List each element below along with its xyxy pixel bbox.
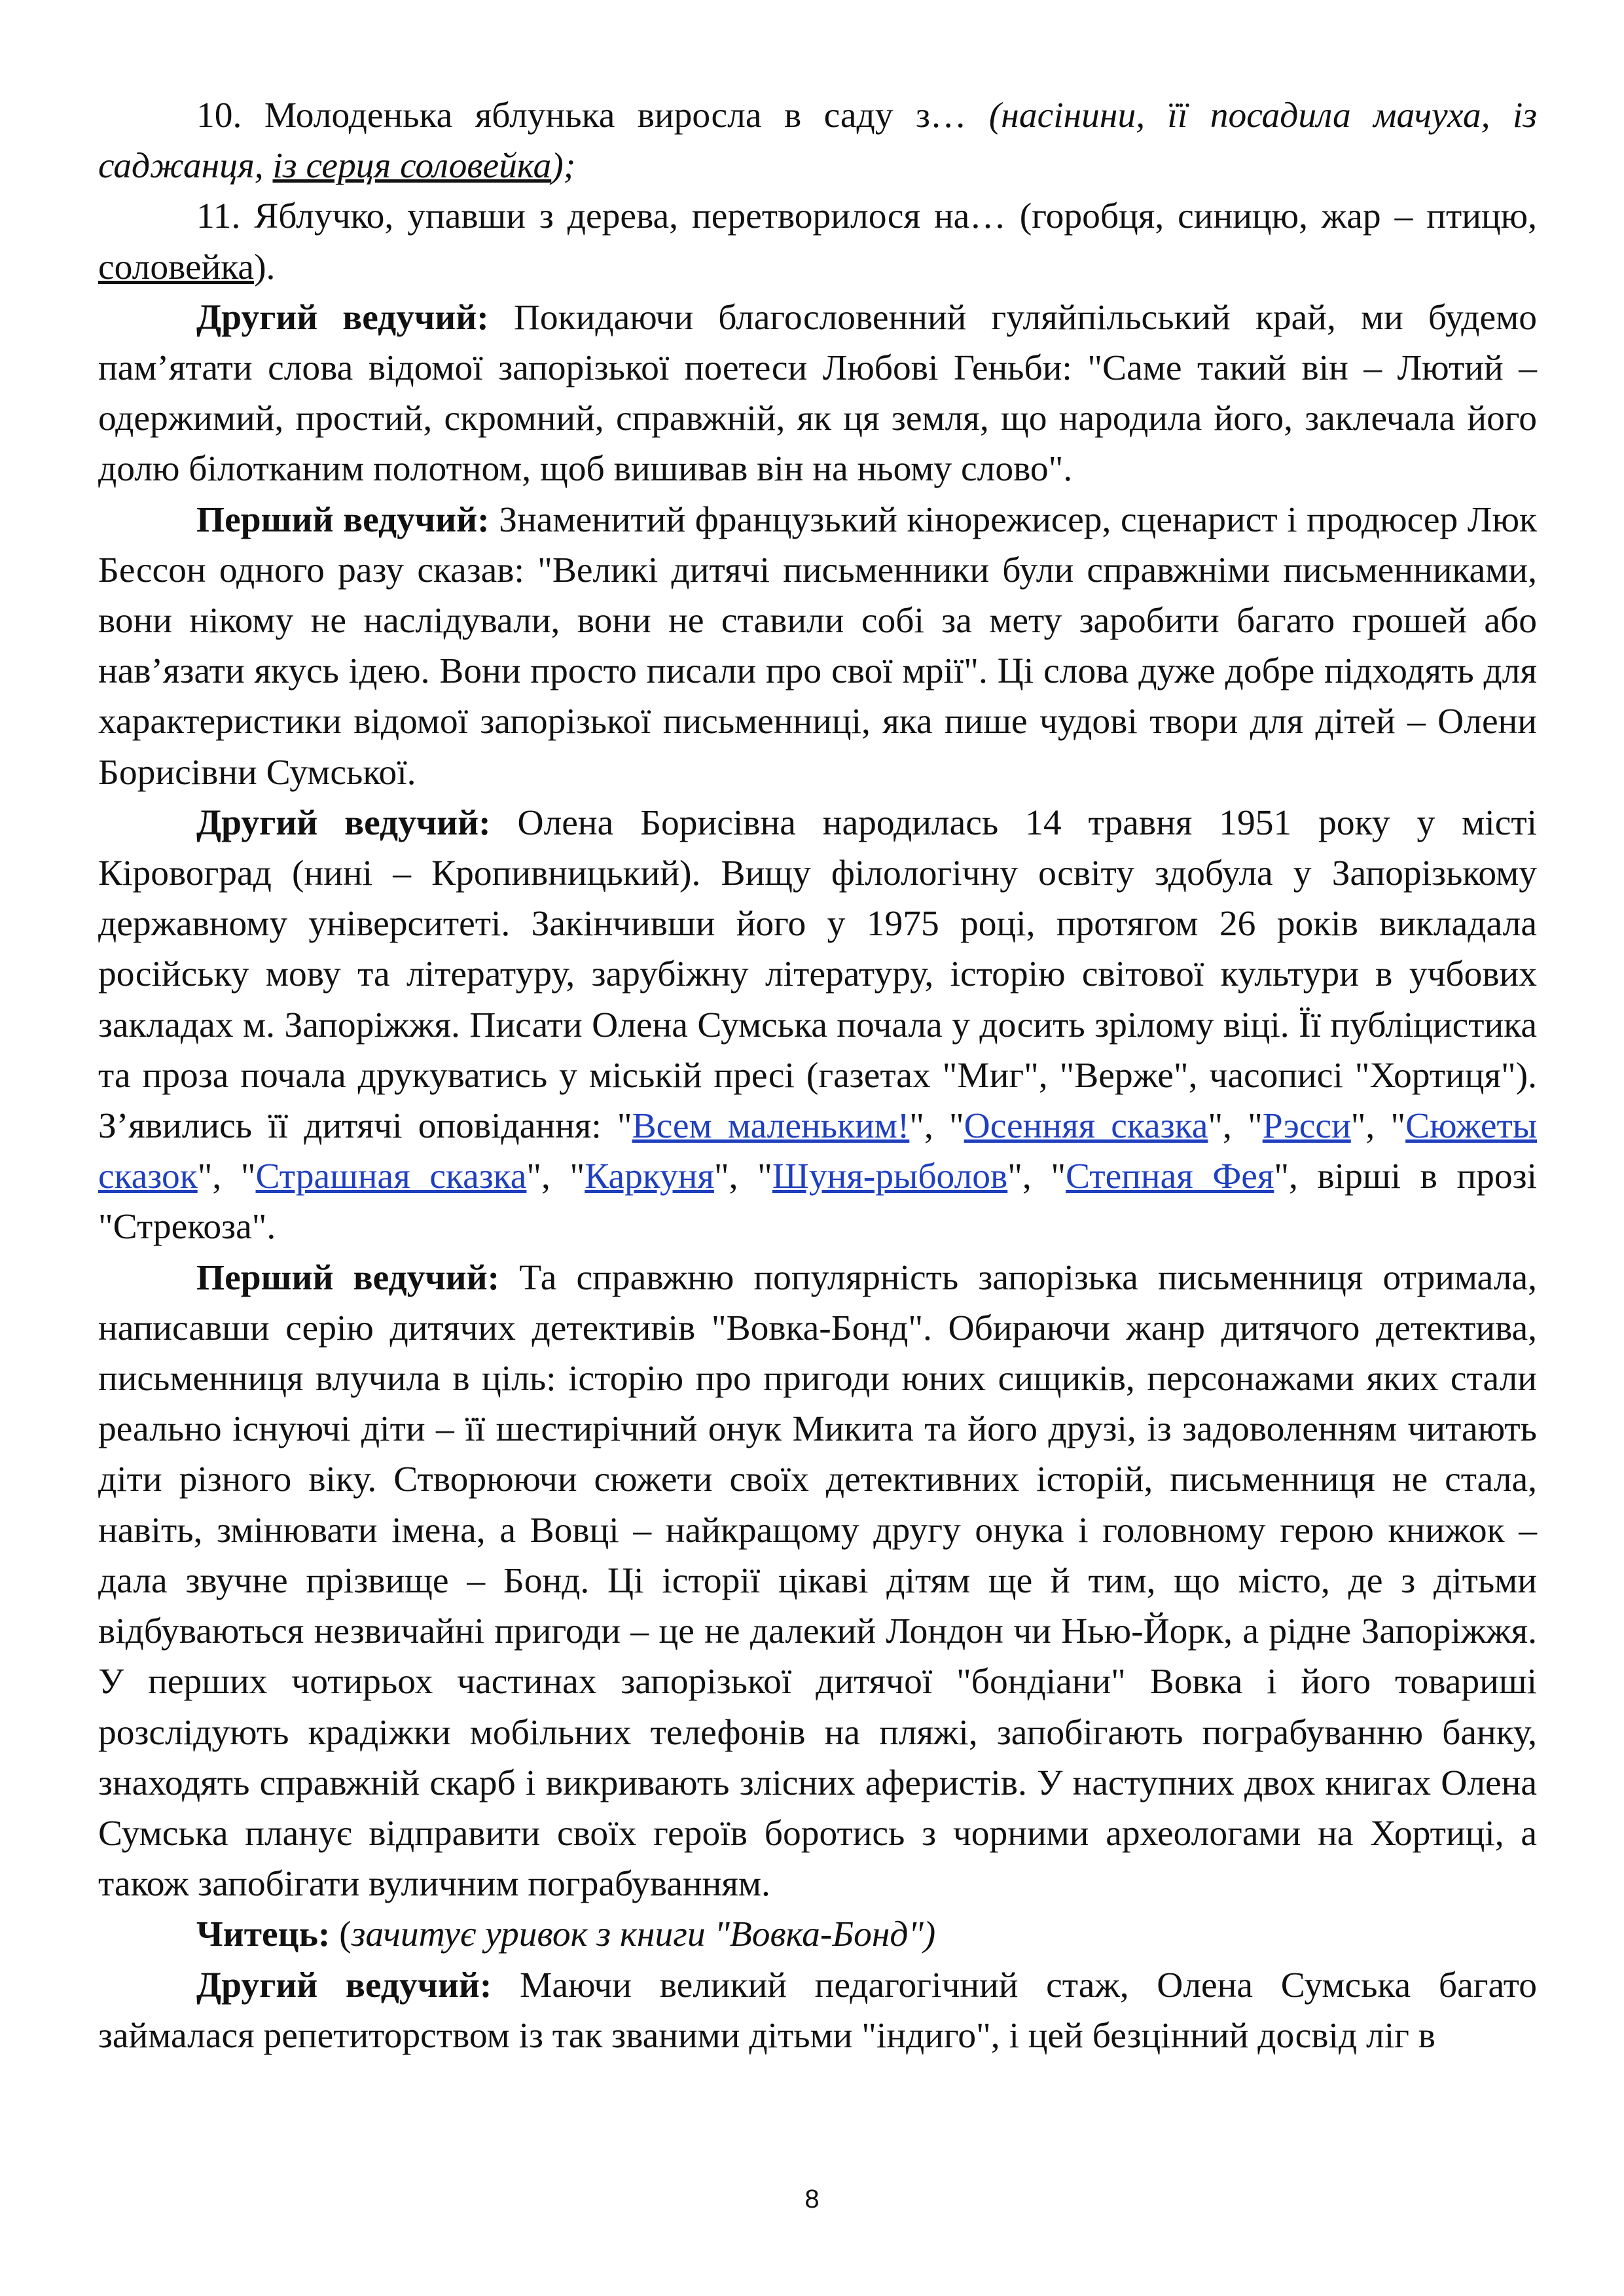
paragraph-first-host-2 [98,1253,1537,1910]
paragraph-text: Маючи великий педагогічний стаж, Олена Сумська багато займалася репетиторством із так званими дітьми "індиго", і цей безцінний досвід ліг в [98,1965,1537,2056]
page-number: 8 [804,2185,820,2214]
story-link-stepnaya-feya[interactable]: Степная Фея [1066,1157,1274,1197]
quiz-question: 11. Яблучко, упавши з дерева, перетворилося на… (горобця, синицю, жар – птицю, [196,196,1537,237]
quiz-correct-answer: соловейка [98,247,255,287]
paragraph-text: Знаменитий французький кінорежисер, сценарист і продюсер Люк Бессон одного разу сказав: "Великі дитячі письменники були справжніми письменниками, вони нікому не наслідували, вони не ставили собі за мету заробити багато грошей або нав’язати якусь ідею. Вони просто писали про свої мрії". Ці слова дуже добре підходять для характеристики відомої запорізької письменниці, яка пише чудові твори для дітей – Олени Борисівни Сумської. [98,499,1538,793]
story-link-karkunya[interactable]: Каркуня [585,1157,715,1197]
speaker-label: Перший ведучий: [196,499,490,540]
story-link-syuzhety-skazok[interactable]: Сюжеты сказок [98,1106,1538,1197]
paragraph-second-host-2 [98,798,1537,1253]
quiz-item-11 [98,191,1537,292]
link-separator: ", " [714,1157,772,1197]
link-separator: ", " [197,1157,256,1197]
link-separator: ", " [1007,1157,1066,1197]
speaker-label: Другий ведучий: [196,1965,492,2005]
speaker-label: Читець: [196,1914,331,1955]
paragraph-second-host-3 [98,1960,1537,2061]
link-separator: ", " [1208,1106,1263,1147]
speaker-label: Другий ведучий: [196,297,489,338]
quiz-options: (насінини, її посадила мачуха, із саджанця, [98,96,1537,187]
stage-direction-open: ( [330,1914,352,1955]
paragraph-first-host-1 [98,495,1537,798]
link-separator: ", " [909,1106,964,1147]
paragraph-text: Та справжню популярність запорізька письменниця отримала, написавши серію дитячих детективів "Вовка-Бонд". Обираючи жанр дитячого детектива, письменниця влучила в ціль: історію про пригоди юних сищиків, персонажами яких стали реально існуючі діти – її шестирічний онук Микита та його друзі, із задоволенням читають діти різного віку. Створюючи сюжети своїх детективних історій, письменниця не стала, навіть, змінювати імена, а Вовці – найкращому другу онука і головному герою книжок – дала звучне прізвище – Бонд. Ці історії цікаві дітям ще й тим, що місто, де з дітьми відбуваються незвичайні пригоди – це не далекий Лондон чи Нью-Йорк, а рідне Запоріжжя. У перших чотирьох частинах запорізької дитячої "бондіани" Вовка і його товариші розслідують крадіжки мобільних телефонів на пляжі, запобігають пограбуванню банку, знаходять справжній скарб і викривають злісних аферистів. У наступних двох книгах Олена Сумська планує відправити своїх героїв боротись з чорними археологами на Хортиці, а також запобігати вуличним пограбуванням. [98,1257,1537,1905]
quiz-item-10 [98,90,1537,191]
quiz-options-end: ). [254,247,276,287]
paragraph-tail: ", вірші в прозі "Стрекоза". [98,1157,1538,1247]
story-link-osennyaya-skazka[interactable]: Осенняя сказка [964,1106,1208,1147]
stage-direction: зачитує уривок з книги "Вовка-Бонд") [351,1914,936,1955]
paragraph-text: Олена Борисівна народилась 14 травня 1951 року у місті Кіровоград (нині – Кропивницький). Вищу філологічну освіту здобула у Запорізькому державному університеті. Закінчивши його у 1975 році, протягом 26 років викладала російську мову та літературу, зарубіжну літературу, історію світової культури в учбових закладах м. Запоріжжя. Писати Олена Сумська почала у досить зрілому віці. Її публіцистика та проза почала друкуватись у міській пресі (газетах "Миг", "Верже", часописі "Хортиця"). З’явились її дитячі оповідання: " [98,802,1537,1147]
link-separator: ", " [1350,1106,1406,1147]
link-separator: ", " [526,1157,585,1197]
story-link-shunya-rybolov[interactable]: Шуня-рыболов [772,1157,1008,1197]
quiz-correct-answer: із серця соловейка [272,146,552,187]
paragraph-second-host-1 [98,293,1537,495]
speaker-label: Перший ведучий: [196,1257,500,1298]
story-link-strashnaya-skazka[interactable]: Страшная сказка [255,1157,527,1197]
paragraph-text: Покидаючи благословенний гуляйпільський край, ми будемо пам’ятати слова відомої запорізької поетеси Любові Геньби: "Саме такий він – Лютий – одержимий, простий, скромний, справжній, як ця земля, що народила його, заклечала його долю білотканим полотном, щоб вишивав він на ньому слово". [98,297,1537,490]
story-link-ressi[interactable]: Рэсси [1262,1106,1351,1147]
quiz-options-end: ); [551,146,576,187]
paragraph-reader [98,1909,1537,1960]
story-link-vsem-malenkim[interactable]: Всем маленьким! [632,1106,910,1147]
speaker-label: Другий ведучий: [196,802,491,843]
quiz-question: 10. Молоденька яблунька виросла в саду з… [196,96,989,135]
document-body [98,90,1537,2061]
